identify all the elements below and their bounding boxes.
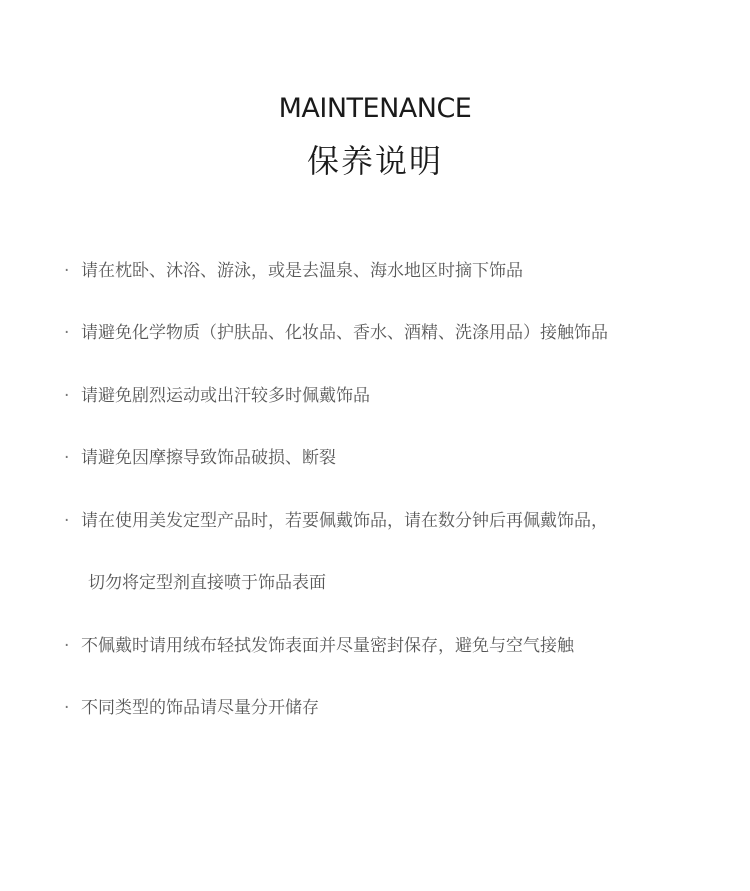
list-item [64,321,608,345]
list-item-text: 不佩戴时请用绒布轻拭发饰表面并尽量密封保存，避免与空气接触 [81,636,574,656]
list-item-text: 请避免化学物质（护肤品、化妆品、香水、酒精、洗涤用品）接触饰品 [81,323,608,343]
title-chinese: 保养说明 [306,142,443,180]
bullet-dot: · [64,511,70,531]
bullet-dot: · [64,323,70,343]
list-item-text: 请避免剧烈运动或出汗较多时佩戴饰品 [81,386,370,406]
list-item-text: 请在使用美发定型产品时，若要佩戴饰品，请在数分钟后再佩戴饰品， [81,511,608,531]
list-item [64,446,336,470]
bullet-dot: · [64,698,70,718]
list-item-text: 请避免因摩擦导致饰品破损、断裂 [81,448,336,468]
list-item [64,634,574,658]
list-item [64,696,319,720]
bullet-dot: · [64,448,70,468]
list-item [64,384,370,408]
bullet-dot: · [64,261,70,281]
list-item [64,259,523,283]
list-item-text: 请在枕卧、沐浴、游泳，或是去温泉、海水地区时摘下饰品 [81,261,523,281]
title-english: MAINTENANCE [278,93,472,124]
list-item-text: 不同类型的饰品请尽量分开储存 [81,698,319,718]
list-item-text: 切勿将定型剂直接喷于饰品表面 [88,573,326,593]
bullet-dot: · [64,636,70,656]
list-item [64,509,608,533]
list-item-continuation [64,571,326,595]
bullet-dot: · [64,386,70,406]
